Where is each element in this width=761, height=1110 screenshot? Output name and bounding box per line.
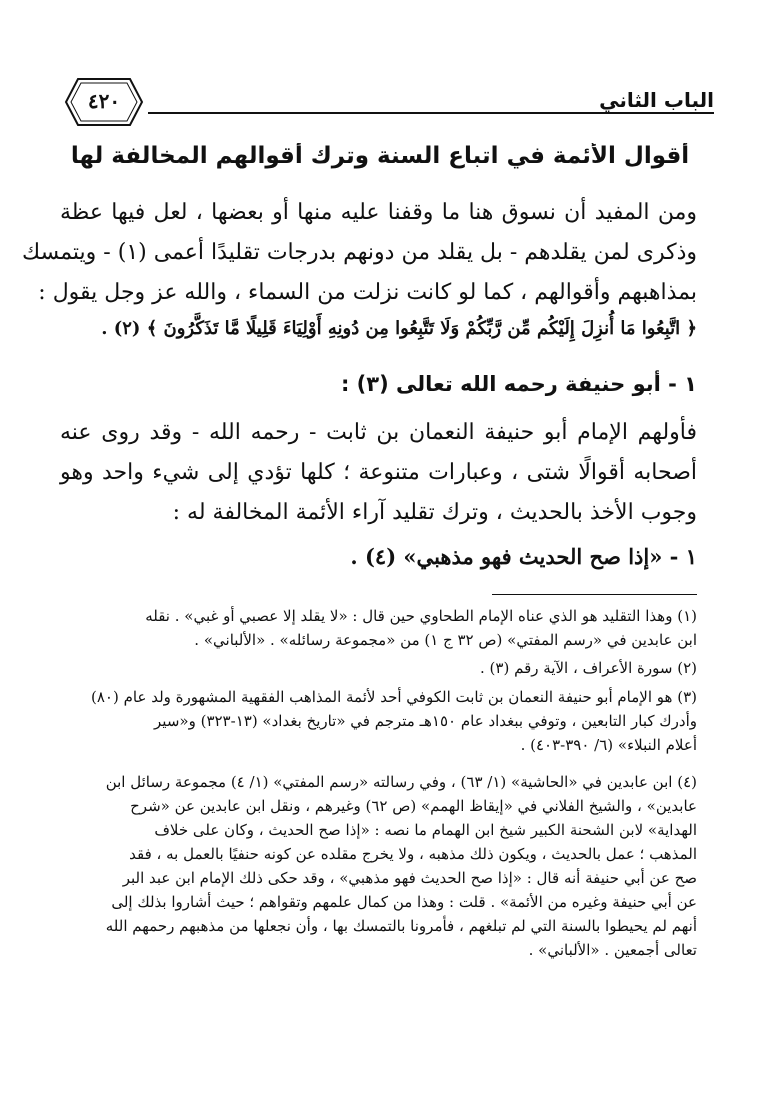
footnote-2 [57,656,697,680]
footnote-text: عن أبي حنيفة وغيره من الأئمة» . قلت : وهذا من كمال علمهم وتقواهم ؛ حيث أشاروا بذلك إلى [111,893,697,911]
footnote-text: ابن عابدين في «الحاشية» (١/ ٦٣) ، وفي رسالته «رسم المفتي» (١/ ٤) مجموعة رسائل ابن [105,773,673,791]
page-header [64,70,714,134]
section-heading: ١ - أبو حنيفة رحمه الله تعالى (٣) : [340,372,697,396]
intro-line: ومن المفيد أن نسوق هنا ما وقفنا عليه منها أو بعضها ، لعل فيها عظة [60,200,697,225]
section-line: فأولهم الإمام أبو حنيفة النعمان بن ثابت - رحمه الله - وقد روى عنه [60,420,697,445]
footnote-label: (٤) [677,773,697,791]
footnote-label: (٣) [677,688,697,706]
footnote-3 [57,685,697,757]
page-number: ٤٢٠ [87,89,121,113]
footnote-text: سورة الأعراف ، الآية رقم (٣) . [480,659,673,677]
intro-line: بمذاهبهم وأقوالهم ، كما لو كانت نزلت من السماء ، والله عز وجل يقول : [38,280,697,305]
header-rule [148,112,714,114]
footnote-label: (١) [677,607,697,625]
chapter-title: أقوال الأئمة في اتباع السنة وترك أقوالهم المخالفة لها [70,143,690,169]
footnote-text: عابدين» ، والشيخ الفلاني في «إيقاظ الهمم» (ص ٦٢) وغيرهم ، ونقل ابن عابدين عن «شرح [130,797,697,815]
running-title: الباب الثاني [599,88,714,112]
footnote-text: صح عن أبي حنيفة أنه قال : «إذا صح الحديث فهو مذهبي» ، وقد حكى ذلك الإمام ابن عبد البر [122,869,697,887]
footnote-text: ابن عابدين في «رسم المفتي» (ص ٣٢ ج ١) من «مجموعة رسائله» . «الألباني» . [194,631,697,649]
footnote-text: تعالى أجمعين . «الألباني» . [528,941,697,959]
section-line: وجوب الأخذ بالحديث ، وترك تقليد آراء الأئمة المخالفة له : [172,500,697,525]
quran-verse: ﴿ اتَّبِعُوا مَا أُنزِلَ إِلَيْكُم مِّن رَّبِّكُمْ وَلَا تَتَّبِعُوا مِن دُونِهِ أَوْلِيَاءَ قَلِيلًا مَّا تَذَكَّرُونَ ﴾ (٢) . [101,318,697,339]
footnote-text: أعلام النبلاء» (٦/ ٣٩٠-٤٠٣) . [520,736,697,754]
footnote-text: وأدرك كبار التابعين ، وتوفي ببغداد عام ١٥٠هـ مترجم في «تاريخ بغداد» (١٣-٣٢٣) و«سير [154,712,697,730]
footnote-text: وهذا التقليد هو الذي عناه الإمام الطحاوي حين قال : «لا يقلد إلا عصبي أو غبي» . نقله [145,607,673,625]
quote-line: ١ - «إذا صح الحديث فهو مذهبي» (٤) . [350,544,697,569]
footnote-label: (٢) [677,659,697,677]
intro-line: وذكرى لمن يقلدهم - بل يقلد من دونهم بدرجات تقليدًا أعمى (١) - ويتمسك [22,240,697,265]
section-line: أصحابه أقوالًا شتى ، وعبارات متنوعة ؛ كلها تؤدي إلى شيء واحد وهو [60,460,697,485]
footnote-text: هو الإمام أبو حنيفة النعمان بن ثابت الكوفي أحد لأئمة المذاهب الفقهية المشهورة ولد عام (٨٠) [91,688,673,706]
footnote-text: المذهب ؛ عمل بالحديث ، ويكون ذلك مذهبه ، ولا يخرج مقلده عن كونه حنفيًا بالعمل به ، فقد [129,845,697,863]
footnote-4 [57,770,697,962]
page-number-frame [64,77,144,127]
footnote-text: الهداية» لابن الشحنة الكبير شيخ ابن الهمام ما نصه : «إذا صح الحديث ، وكان على خلاف [154,821,697,839]
footnote-rule [492,594,697,595]
footnote-1 [57,604,697,652]
footnote-text: أنهم لم يحيطوا بالسنة التي لم تبلغهم ، فأمرونا بالتمسك بها ، وأن نجعلها من مذهبهم رحمهم الله [105,917,697,935]
